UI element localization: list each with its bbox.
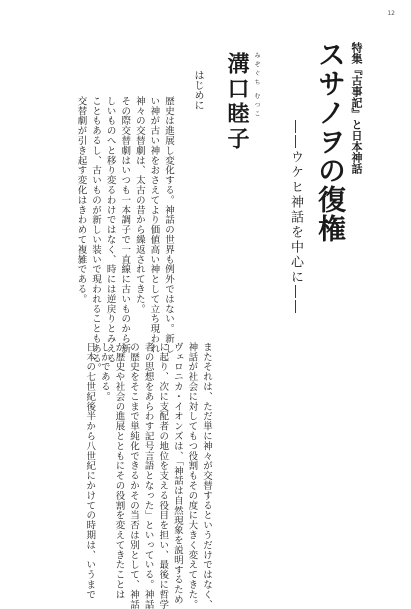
text-line: の歴史をそこまで単純化できるかその当否は別として、神話 [128,342,140,609]
text-line: 交替劇が引き起す変化はきわめて複雑である。 [75,96,87,304]
text-line: こともあるし、古いものが新しい装いで現われることもある。 [90,96,102,374]
text-line: その際交替劇はいつも一本調子で一直線に古いものから新 [119,96,131,354]
author-name: 溝口睦子 [224,52,250,152]
text-line: 者の思想をあらわす記号言語となった」といっている。神話 [142,342,154,609]
text-line: しかである。 [98,342,110,402]
text-line: い神が古い神をおさえてより価値高い神として立ち現われ [148,96,160,354]
text-line: 日本の七世紀後半から八世紀にかけての時期は、いうまで [84,342,96,600]
section-heading: はじめに [192,70,203,110]
text-line: が歴史や社会の進展とともにその役割を変えてきたことは [113,342,125,600]
body-column-1 [73,96,175,373]
text-line: 神話が社会に対してもつ役割もその度に大きく変えてきた。 [186,342,198,609]
author-ruby: みぞぐち むつこ [253,52,260,120]
text-line: に起り、次に支配者の地位を支える役目を担い、最後に哲学 [157,342,169,609]
text-line: 神々の交替劇は、太古の昔から繰返されてきた。 [133,96,145,314]
text-line: ヴェロニカ・イオンズは、「神話は自然現象を説明するため [171,342,183,605]
text-line: しいものへと移り変るわけではなく、時には逆戻りとみえる [104,96,116,364]
body-column-2 [82,342,213,609]
feature-label: 特集『古事記』と日本神話 [350,42,363,174]
page-number: 12 [387,10,395,17]
article-title: スサノヲの復権 [314,40,347,243]
text-line: 歴史は進展し変化する。神話の世界も例外ではない。新し [163,96,174,354]
text-line: またそれは、ただ単に神々が交替するというだけではなく、 [201,342,212,609]
article-subtitle: ――ウケヒ神話を中心に―― [288,120,303,315]
